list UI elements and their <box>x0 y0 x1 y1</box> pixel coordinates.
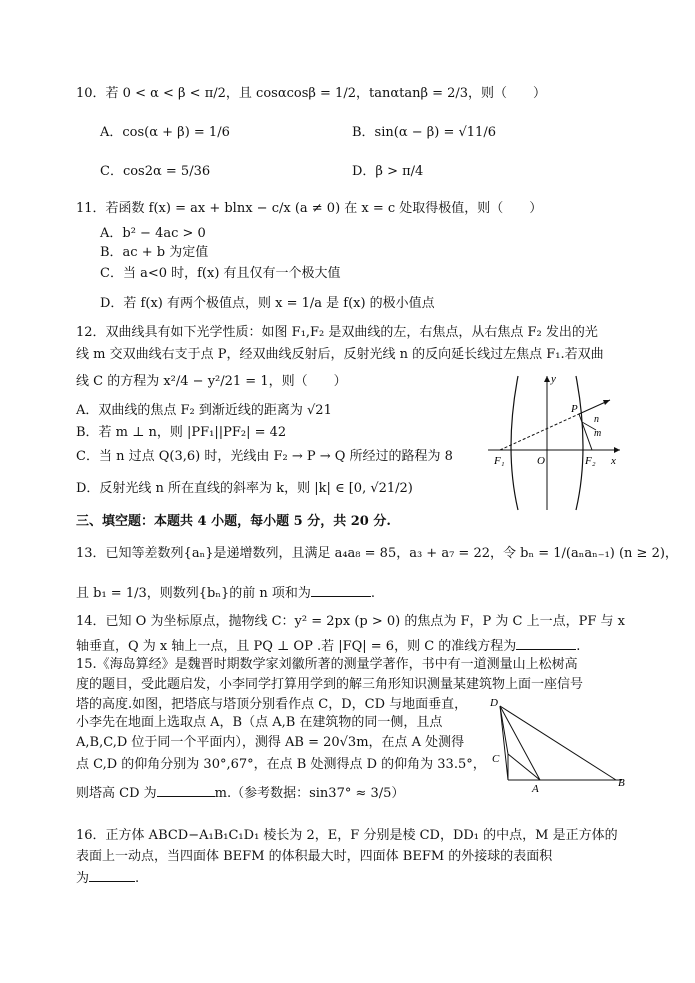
q16-line3: 为 . <box>76 871 140 886</box>
q16-answer-blank[interactable] <box>89 869 135 882</box>
label-n: n <box>594 414 599 425</box>
q11-stem: 11．若函数 f(x) = ax + blnx − c/x (a ≠ 0) 在 x = c 处取得极值，则（ ） <box>76 201 543 216</box>
q13-line2-text: 且 b₁ = 1/3，则数列{bₙ}的前 n 项和为 <box>76 586 311 601</box>
q11-option-a: A．b² − 4ac > 0 <box>100 226 206 241</box>
label-p: P <box>571 403 578 415</box>
q10-option-d: D．β > π/4 <box>352 164 424 179</box>
label-x: x <box>611 455 616 467</box>
q16-line3-text: 为 <box>76 871 90 886</box>
q15-line7-tail: m.（参考数据：sin37° ≈ 3/5） <box>214 786 405 801</box>
q15-line6: 点 C,D 的仰角分别为 30°,67°，在点 B 处测得点 D 的仰角为 33.5°， <box>76 757 486 772</box>
q15-line4: 小李先在地面上选取点 A，B（点 A,B 在建筑物的同一侧，且点 <box>76 715 443 730</box>
q12-option-c: C．当 n 过点 Q(3,6) 时，光线由 F₂ → P → Q 所经过的路程为 8 <box>76 449 453 464</box>
q14-line2: 轴垂直，Q 为 x 轴上一点，且 PQ ⊥ OP .若 |FQ| = 6，则 C 的准线方程为 . <box>76 639 581 654</box>
hyperbola-figure <box>484 372 624 512</box>
q16-line1: 16．正方体 ABCD−A₁B₁C₁D₁ 棱长为 2，E，F 分别是棱 CD，DD₁ 的中点，M 是正方体的 <box>76 828 618 843</box>
tower-figure <box>488 696 628 796</box>
label-a: A <box>532 783 539 795</box>
q14-answer-blank[interactable] <box>516 637 576 650</box>
x-axis-arrow <box>614 447 620 453</box>
line-db <box>500 706 616 780</box>
q13-line1: 13．已知等差数列{aₙ}是递增数列，且满足 a₄a₈ = 85，a₃ + a₇ = 22，令 bₙ = 1/(aₙaₙ₋₁) (n ≥ 2)， <box>76 546 678 561</box>
label-c: C <box>492 753 500 765</box>
ray-n-arrow <box>603 400 610 405</box>
q15-line7 <box>76 784 404 802</box>
q15-line7-text: 则塔高 CD 为 <box>76 786 157 801</box>
label-m: m <box>594 428 602 439</box>
q10-option-c: C．cos2α = 5/36 <box>100 164 211 179</box>
section-3-heading: 三、填空题：本题共 4 小题，每小题 5 分，共 20 分. <box>76 514 391 529</box>
q10-option-a: A．cos(α + β) = 1/6 <box>100 125 230 140</box>
q12-option-b: B．若 m ⊥ n，则 |PF₁||PF₂| = 42 <box>76 425 287 440</box>
q16-line2: 表面上一动点，当四面体 BEFM 的体积最大时，四面体 BEFM 的外接球的表面积 <box>76 849 553 864</box>
ray-m <box>579 414 592 450</box>
y-axis-arrow <box>544 376 550 382</box>
label-b: B <box>618 777 625 789</box>
q14-line1: 14．已知 O 为坐标原点，抛物线 C：y² = 2px (p > 0) 的焦点为 F，P 为 C 上一点，PF 与 x <box>76 614 625 629</box>
label-o: O <box>537 455 545 467</box>
q11-option-c: C．当 a<0 时，f(x) 有且仅有一个极大值 <box>100 266 341 281</box>
label-d: D <box>490 697 498 709</box>
q13-line2: 且 b₁ = 1/3，则数列{bₙ}的前 n 项和为 . <box>76 586 376 601</box>
q12-option-a: A．双曲线的焦点 F₂ 到渐近线的距离为 √21 <box>76 403 332 418</box>
q15-line1: 15.《海岛算经》是魏晋时期数学家刘徽所著的测量学著作，书中有一道测量山上松树高 <box>76 657 578 672</box>
hyperbola-right-branch <box>576 376 583 510</box>
q15-answer-blank[interactable] <box>157 784 215 797</box>
q11-option-d: D．若 f(x) 有两个极值点，则 x = 1/a 是 f(x) 的极小值点 <box>100 296 435 311</box>
q10-option-b: B．sin(α − β) = √11/6 <box>352 125 496 140</box>
q15-line5: A,B,C,D 位于同一个平面内），测得 AB = 20√3m，在点 A 处测得 <box>76 735 465 750</box>
q15-line3: 塔的高度.如图，把塔底与塔顶分别看作点 C，D，CD 与地面垂直， <box>76 697 468 712</box>
line-d-base <box>500 706 508 780</box>
q10-stem: 10．若 0 < α < β < π/2，且 cosαcosβ = 1/2，tanαtanβ = 2/3，则（ ） <box>76 86 547 101</box>
q12-stem-line2: 线 m 交双曲线右支于点 P，经双曲线反射后，反射光线 n 的反向延长线过左焦点 F₁.若双曲 <box>76 347 604 362</box>
line-ca <box>508 754 540 780</box>
label-y: y <box>551 373 556 385</box>
q12-stem-line1: 12．双曲线具有如下光学性质：如图 F₁,F₂ 是双曲线的左，右焦点，从右焦点 F₂ 发出的光 <box>76 325 598 340</box>
q14-line2-text: 轴垂直，Q 为 x 轴上一点，且 PQ ⊥ OP .若 |FQ| = 6，则 C 的准线方程为 <box>76 639 517 654</box>
q11-option-b: B．ac + b 为定值 <box>100 245 209 260</box>
q13-answer-blank[interactable] <box>311 584 371 597</box>
q15-line2: 度的题目，受此题启发，小李同学打算用学到的解三角形知识测量某建筑物上面一座信号 <box>76 677 584 692</box>
q12-stem-line3: 线 C 的方程为 x²/4 − y²/21 = 1，则（ ） <box>76 374 347 389</box>
q12-option-d: D．反射光线 n 所在直线的斜率为 k，则 |k| ∈ [0, √21/2) <box>76 481 413 496</box>
label-f1: F₁ <box>494 455 505 467</box>
label-f2: F₂ <box>585 455 596 467</box>
